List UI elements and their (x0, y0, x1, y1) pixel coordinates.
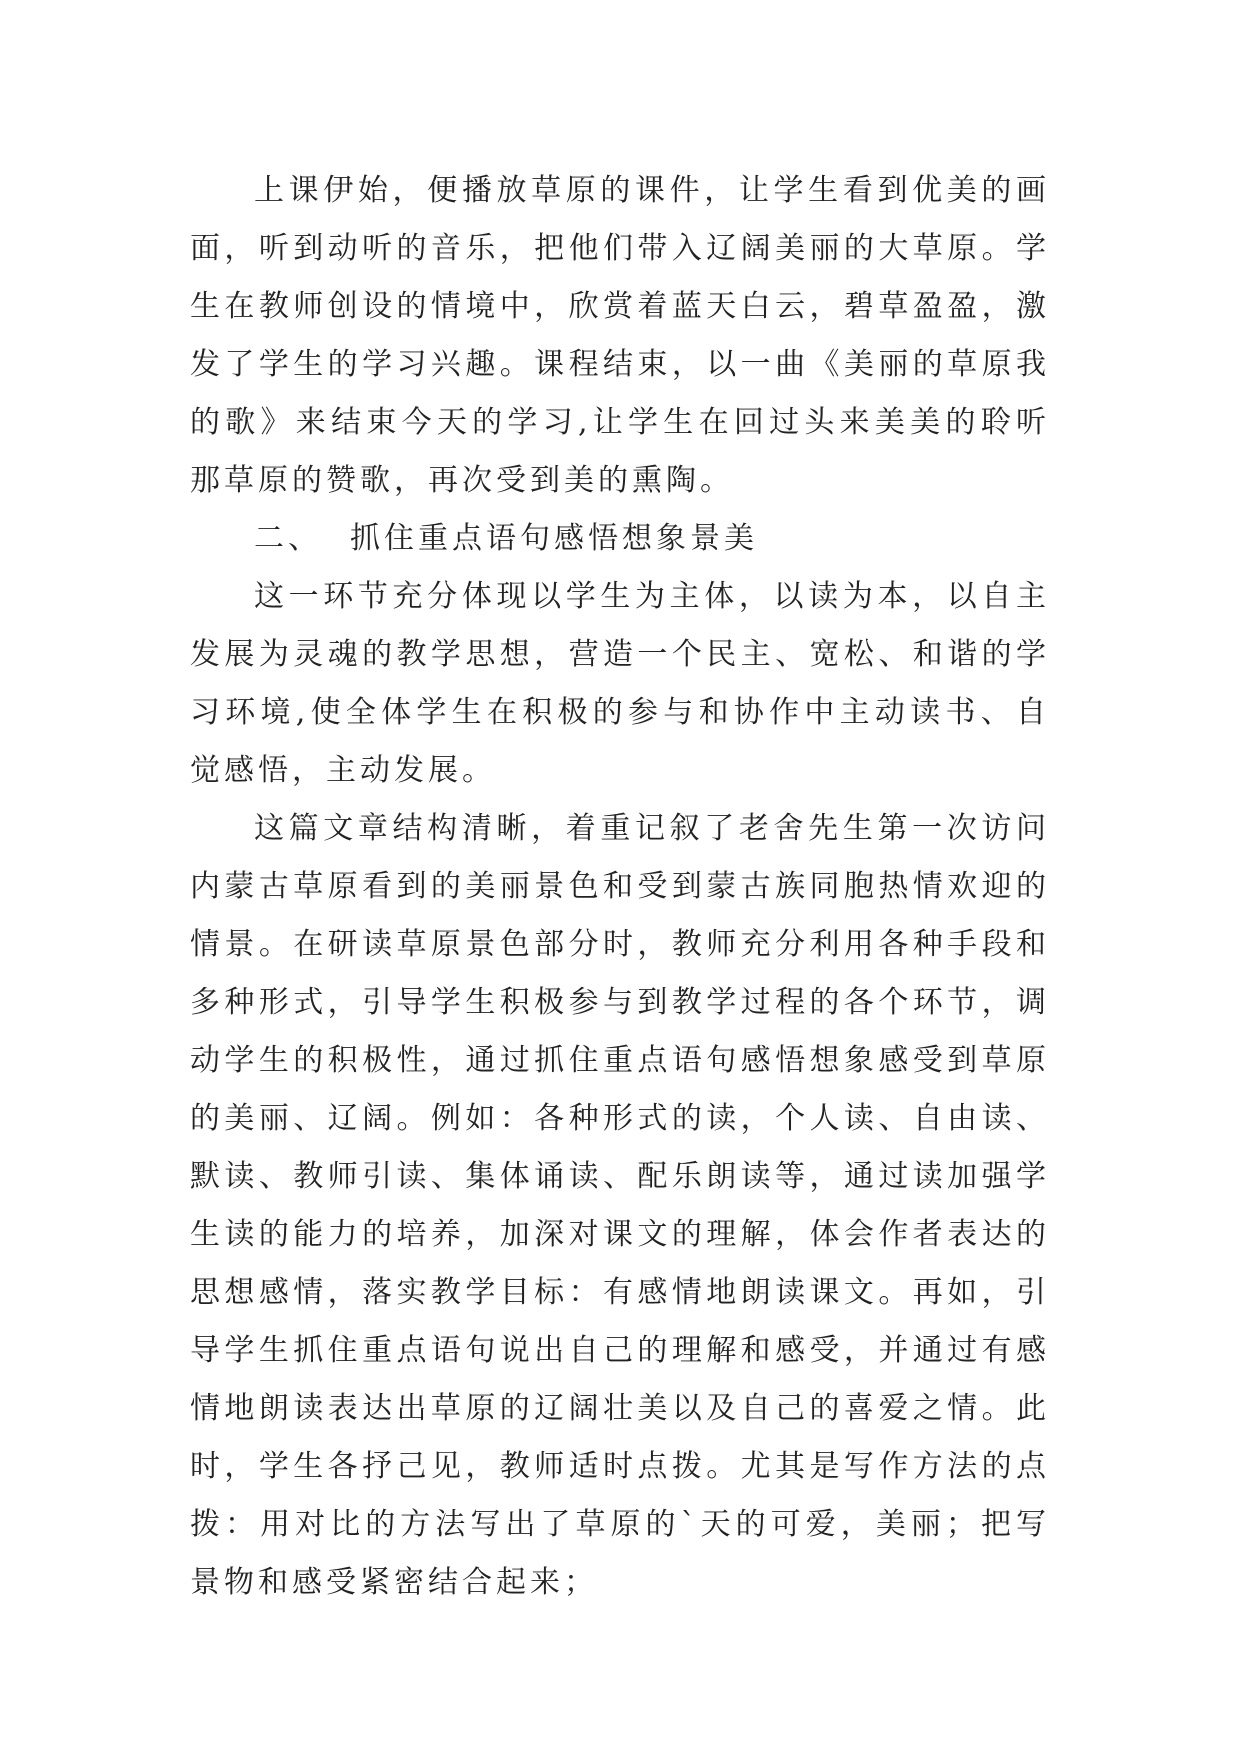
paragraph-lesson-analysis: 这篇文章结构清晰，着重记叙了老舍先生第一次访问内蒙古草原看到的美丽景色和受到蒙古族同胞热情欢迎的情景。在研读草原景色部分时，教师充分利用各种手段和多种形式，引导学生积极参与到教学过程的各个环节，调动学生的积极性，通过抓住重点语句感悟想象感受到草原的美丽、辽阔。例如：各种形式的读，个人读、自由读、默读、教师引读、集体诵读、配乐朗读等，通过读加强学生读的能力的培养，加深对课文的理解，体会作者表达的思想感情，落实教学目标：有感情地朗读课文。再如，引导学生抓住重点语句说出自己的理解和感受，并通过有感情地朗读表达出草原的辽阔壮美以及自己的喜爱之情。此时，学生各抒己见，教师适时点拨。尤其是写作方法的点拨：用对比的方法写出了草原的`天的可爱，美丽；把写景物和感受紧密结合起来； (190, 811, 1050, 1600)
paragraph-teaching-philosophy: 这一环节充分体现以学生为主体，以读为本，以自主发展为灵魂的教学思想，营造一个民主、宽松、和谐的学习环境,使全体学生在积极的参与和协作中主动读书、自觉感悟，主动发展。 (190, 579, 1050, 788)
paragraph-intro: 上课伊始，便播放草原的课件，让学生看到优美的画面，听到动听的音乐，把他们带入辽阔美丽的大草原。学生在教师创设的情境中，欣赏着蓝天白云，碧草盈盈，激发了学生的学习兴趣。课程结束，以一曲《美丽的草原我的歌》来结束今天的学习,让学生在回过头来美美的聆听那草原的赞歌，再次受到美的熏陶。 (190, 173, 1050, 498)
section-heading-number: 二、 (254, 521, 322, 556)
section-heading (190, 510, 1050, 568)
section-heading-text: 抓住重点语句感悟想象景美 (350, 521, 758, 556)
document-body (190, 162, 1050, 1612)
